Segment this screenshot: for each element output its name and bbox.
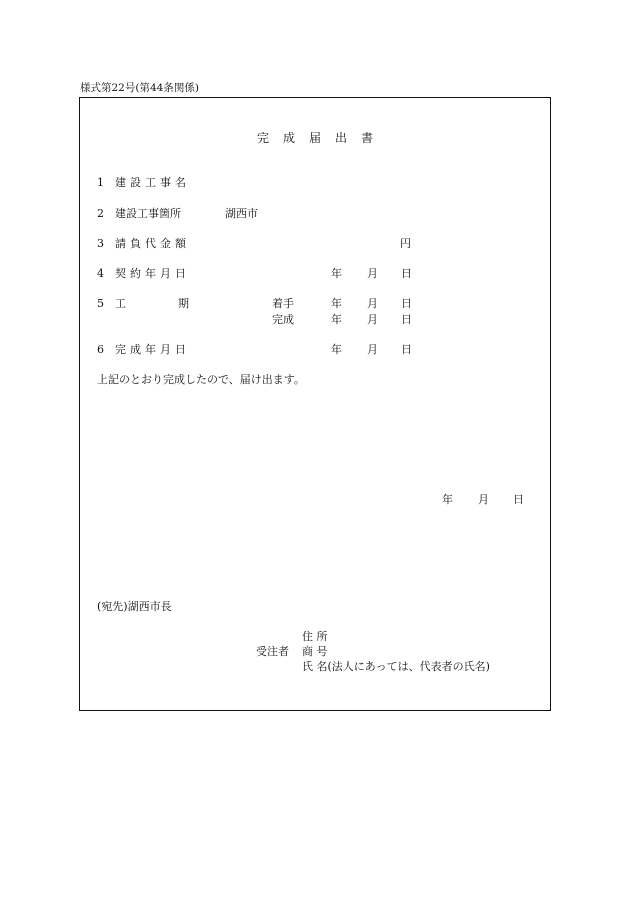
- item-1-label: 建設工事名: [115, 176, 190, 189]
- item-6-year: 年: [331, 343, 342, 356]
- item-2-value: 湖西市: [225, 207, 258, 220]
- item-4-month: 月: [367, 267, 378, 280]
- end-month: 月: [367, 313, 378, 326]
- start-year: 年: [331, 297, 342, 310]
- trade-name-label: 商 号: [302, 645, 328, 658]
- item-5-label-part2: 期: [178, 297, 189, 310]
- document-title: 完成届出書: [256, 131, 387, 145]
- start-label: 着手: [272, 297, 294, 310]
- item-5-label-part1: 工: [115, 297, 126, 310]
- item-6-day: 日: [401, 343, 412, 356]
- end-label: 完成: [272, 313, 294, 326]
- statement-text: 上記のとおり完成したので、届け出ます。: [97, 373, 305, 386]
- address-label: 住 所: [302, 630, 328, 643]
- end-year: 年: [331, 313, 342, 326]
- item-4-day: 日: [401, 267, 412, 280]
- name-label: 氏 名(法人にあっては、代表者の氏名): [302, 660, 490, 673]
- item-6-number: 6: [97, 343, 104, 356]
- item-3-unit: 円: [400, 237, 411, 250]
- end-day: 日: [401, 313, 412, 326]
- item-3-label: 請負代金額: [115, 237, 190, 250]
- item-6-label: 完成年月日: [115, 343, 190, 356]
- item-2-label: 建設工事箇所: [115, 207, 181, 220]
- item-2-number: 2: [97, 207, 104, 220]
- submission-month: 月: [478, 493, 489, 506]
- item-4-number: 4: [97, 267, 104, 280]
- form-frame: [79, 97, 551, 711]
- item-4-label: 契約年月日: [115, 267, 190, 280]
- item-6-month: 月: [367, 343, 378, 356]
- item-3-number: 3: [97, 237, 104, 250]
- start-month: 月: [367, 297, 378, 310]
- item-4-year: 年: [331, 267, 342, 280]
- contractor-role: 受注者: [256, 645, 289, 658]
- start-day: 日: [401, 297, 412, 310]
- submission-day: 日: [513, 493, 524, 506]
- addressee: (宛先)湖西市長: [97, 600, 172, 613]
- form-number-label: 様式第22号(第44条関係): [80, 82, 199, 94]
- item-5-number: 5: [97, 297, 104, 310]
- item-1-number: 1: [97, 176, 104, 189]
- submission-year: 年: [442, 493, 453, 506]
